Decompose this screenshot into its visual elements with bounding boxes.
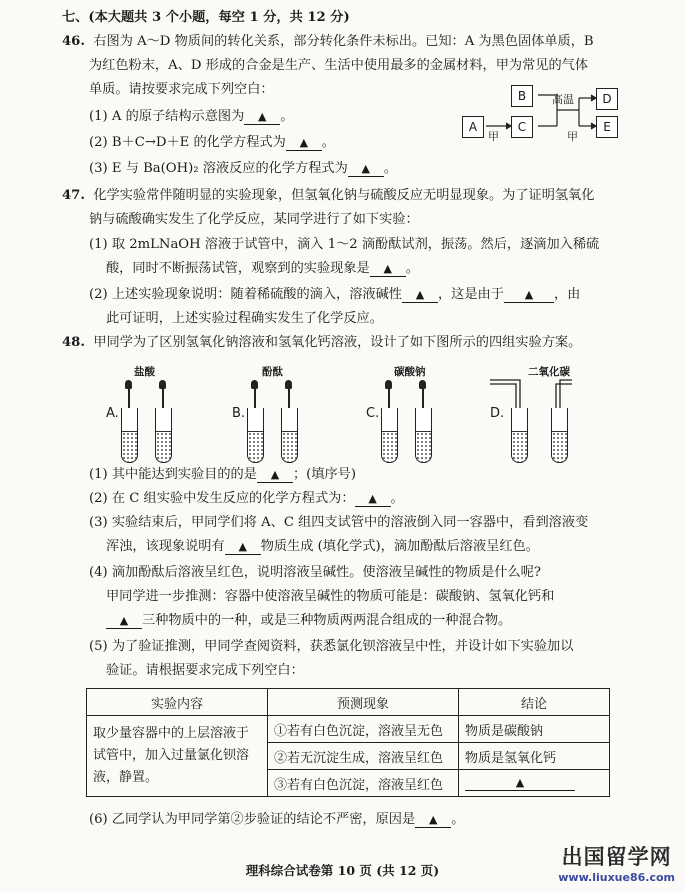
q48-sub3-line1: (3) 实验结束后，甲同学们将 A、C 组四支试管中的溶液倒入同一容器中，看到溶液变 (89, 515, 589, 530)
experiment-content-cell: 取少量容器中的上层溶液于 试管中，加入过量氯化钡溶 液，静置。 (87, 716, 268, 797)
answer-blank[interactable]: ▲ (257, 468, 293, 483)
phenomenon-cell: ③若有白色沉淀，溶液呈红色 (268, 770, 459, 797)
q48-sub6: (6) 乙同学认为甲同学第②步验证的结论不严密，原因是 ▲ 。 (89, 812, 465, 827)
q46-intro-line3: 单质。请按要求完成下列空白： (89, 82, 274, 97)
reagent-label: 酚酞 (262, 366, 283, 378)
node-d: D (596, 88, 618, 110)
reagent-label: 碳酸钠 (394, 366, 426, 378)
label-jia-1: 甲 (488, 130, 499, 143)
experiment-group-d (490, 362, 600, 462)
test-tube-icon (247, 408, 264, 463)
test-tube-icon (281, 408, 298, 463)
q47-sub2-line2: 此可证明，上述实验过程确实发生了化学反应。 (106, 311, 383, 326)
q47-intro-line1: 47. 化学实验常伴随明显的实验现象，但氢氧化钠与硫酸反应无明显现象。为了证明氢氧化 (62, 188, 595, 203)
answer-blank[interactable]: ▲ (244, 110, 280, 125)
reagent-label: 二氧化碳 (528, 366, 570, 378)
experiment-group-a (106, 362, 186, 462)
answer-blank[interactable]: ▲ (225, 540, 261, 555)
node-b: B (511, 85, 533, 107)
table-header: 预测现象 (268, 689, 459, 716)
watermark (558, 841, 675, 884)
q46-sub1: (1) A 的原子结构示意图为 ▲ 。 (89, 109, 294, 124)
table-header: 实验内容 (87, 689, 268, 716)
q48-sub4-line2: 甲同学进一步推测：容器中使溶液呈碱性的物质可能是：碳酸钠、氢氧化钙和 (106, 589, 555, 604)
conclusion-cell: 物质是氢氧化钙 (459, 743, 610, 770)
q48-intro: 48. 甲同学为了区别氢氧化钠溶液和氢氧化钙溶液，设计了如下图所示的四组实验方案。 (62, 335, 582, 350)
table-header: 结论 (459, 689, 610, 716)
phenomenon-cell: ②若无沉淀生成，溶液呈红色 (268, 743, 459, 770)
q48-sub1: (1) 其中能达到实验目的的是 ▲ ；(填序号) (89, 467, 356, 482)
answer-blank[interactable]: ▲ (402, 288, 438, 303)
test-tube-icon (511, 408, 528, 463)
watermark-title: 出国留学网 (561, 845, 672, 869)
q48-sub5-line2: 验证。请根据要求完成下列空白： (106, 663, 304, 678)
q46-intro-line1: 46. 右图为 A～D 物质间的转化关系，部分转化条件未标出。已知：A 为黑色固体单质，B (62, 34, 594, 49)
group-label: B. (232, 406, 246, 421)
experiment-group-b (232, 362, 312, 462)
test-tube-icon (551, 408, 568, 463)
group-label: A. (106, 406, 119, 421)
answer-blank[interactable]: ▲ (504, 288, 554, 303)
q48-sub5-line1: (5) 为了验证推测，甲同学查阅资料，获悉氯化钡溶液呈中性，并设计如下实验加以 (89, 639, 574, 654)
answer-blank[interactable]: ▲ (348, 162, 384, 177)
answer-blank[interactable]: ▲ (370, 262, 406, 277)
q48-sub4-line3: ▲ 三种物质中的一种，或是三种物质两两混合组成的一种混合物。 (106, 612, 511, 630)
group-label: C. (366, 406, 380, 421)
q47-sub2-line1: (2) 上述实验现象说明：随着稀硫酸的滴入，溶液碱性 ▲ ，这是由于 ▲ ，由 (89, 287, 581, 302)
node-c: C (511, 116, 533, 138)
test-tube-icon (155, 408, 172, 463)
conclusion-cell (459, 770, 610, 797)
answer-blank[interactable]: ▲ (355, 492, 391, 507)
q46-sub2: (2) B＋C→D＋E 的化学方程式为 ▲ 。 (89, 135, 335, 150)
q48-sub2: (2) 在 C 组实验中发生反应的化学方程式为： ▲ 。 (89, 491, 404, 506)
q47-sub1-line1: (1) 取 2mLNaOH 溶液于试管中，滴入 1～2 滴酚酞试剂，振荡。然后，逐滴加入稀硫 (89, 237, 600, 252)
answer-blank[interactable]: ▲ (415, 813, 451, 828)
test-tube-icon (381, 408, 398, 463)
node-e: E (596, 116, 618, 138)
answer-blank[interactable]: ▲ (286, 136, 322, 151)
q47-sub1-line2: 酸，同时不断振荡试管，观察到的实验现象是 ▲ 。 (106, 261, 419, 276)
reagent-label: 盐酸 (134, 366, 155, 378)
group-label: D. (490, 406, 505, 421)
answer-blank[interactable]: ▲ (106, 614, 142, 629)
node-a: A (462, 116, 484, 138)
q46-intro-line2: 为红色粉末，A、D 形成的合金是生产、生活中使用最多的金属材料，甲为常见的气体 (89, 58, 589, 73)
q48-sub3-line2: 浑浊，该现象说明有 ▲ 物质生成 (填化学式)，滴加酚酞后溶液呈红色。 (106, 539, 539, 554)
q47-intro-line2: 钠与硫酸确实发生了化学反应，某同学进行了如下实验： (89, 212, 419, 227)
conclusion-cell: 物质是碳酸钠 (459, 716, 610, 743)
page-footer: 理科综合试卷第 10 页 (共 12 页) (245, 863, 440, 878)
watermark-url: www.liuxue86.com (558, 871, 675, 884)
table-row (87, 716, 610, 743)
table-header-row (87, 689, 610, 716)
label-jia-2: 甲 (567, 130, 578, 143)
gas-tube-icon (490, 370, 600, 440)
q46-sub3: (3) E 与 Ba(OH)₂ 溶液反应的化学方程式为 ▲ 。 (89, 161, 397, 176)
test-tube-icon (121, 408, 138, 463)
answer-blank[interactable]: ▲ (465, 776, 575, 791)
q48-sub4-line1: (4) 滴加酚酞后溶液呈红色，说明溶液呈碱性。使溶液呈碱性的物质是什么呢? (89, 565, 541, 580)
experiment-table (86, 688, 610, 797)
test-tube-icon (415, 408, 432, 463)
label-gaowen: 高温 (552, 93, 574, 106)
experiment-group-c (366, 362, 446, 462)
phenomenon-cell: ①若有白色沉淀，溶液呈无色 (268, 716, 459, 743)
section-header: 七、(本大题共 3 个小题，每空 1 分，共 12 分) (62, 10, 350, 25)
